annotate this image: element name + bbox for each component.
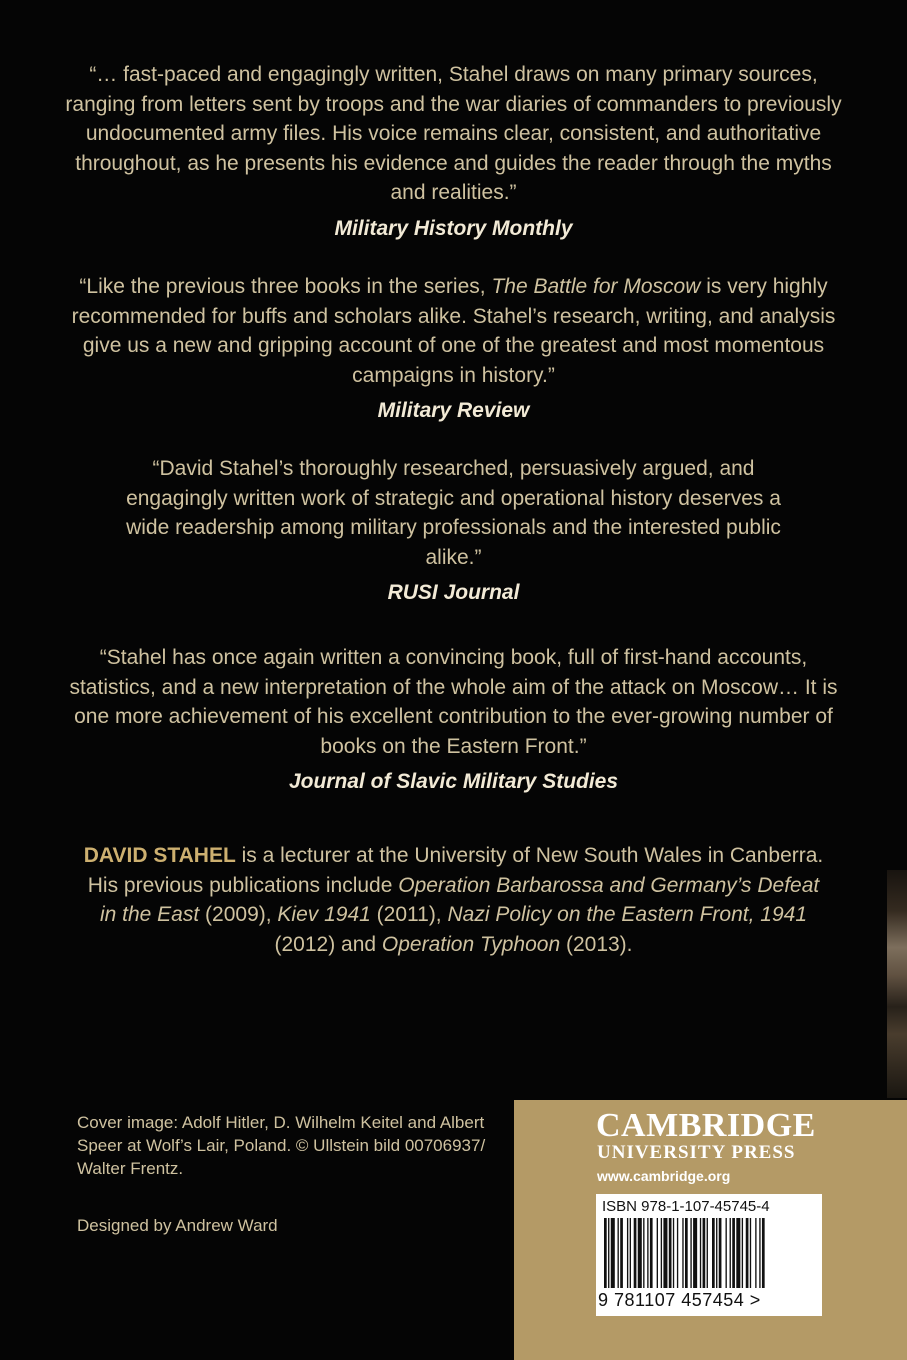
cover-photo-edge: [887, 870, 907, 1098]
bio-year: (2012) and: [274, 932, 382, 956]
review-military-history-monthly: [60, 60, 847, 243]
review-rusi-journal: [60, 454, 847, 607]
bio-book-title: Kiev 1941: [277, 903, 371, 926]
review-source: Military Review: [377, 399, 530, 422]
designer-credit: Designed by Andrew Ward: [77, 1216, 278, 1235]
review-military-review: [60, 272, 847, 425]
review-source: Journal of Slavic Military Studies: [288, 770, 619, 793]
barcode-digits: 9 781107 457454 >: [598, 1290, 761, 1310]
bio-book-title: Nazi Policy on the Eastern Front, 1941: [447, 903, 808, 926]
publisher-logo-name: CAMBRIDGE: [596, 1107, 816, 1144]
bio-year: (2009),: [199, 903, 278, 926]
bio-book-title: Operation Barbarossa and Germany’s Defeat in the East: [99, 873, 820, 926]
isbn-label: ISBN 978-1-107-45745-4: [602, 1198, 770, 1215]
isbn-barcode: [596, 1194, 822, 1316]
review-quote: “… fast-paced and engagingly written, Stahel draws on many primary sources, ranging from letters sent by troops and the war diaries of commanders to previously undocumented army files. His voice remains clear, consistent, and authoritative throughout, as he presents his evidence and guides the reader through the myths and realities.”: [65, 63, 842, 204]
publisher-panel: [514, 1100, 907, 1360]
review-quote: [60, 272, 847, 390]
bio-year: (2011),: [370, 903, 448, 926]
bio-year: (2013).: [560, 932, 633, 956]
review-source: RUSI Journal: [387, 581, 520, 604]
bio-text: is a lecturer at the University of New South Wales in Canberra. His previous publications include: [87, 844, 824, 897]
cover-image-credit: Cover image: Adolf Hitler, D. Wilhelm Keitel and Albert Speer at Wolf’s Lair, Poland. © Ullstein bild 00706937/ Walter Frentz.: [77, 1113, 486, 1178]
review-quote-start: “Like the previous three books in the series,: [79, 275, 492, 298]
publisher-logo-subname: UNIVERSITY PRESS: [597, 1142, 796, 1163]
barcode-bars-icon: [604, 1218, 809, 1288]
review-quote: “Stahel has once again written a convincing book, full of first-hand accounts, statistics, and a new interpretation of the whole aim of the attack on Moscow… It is one more achievement of his excellent contribution to the ever-growing number of books on the Eastern Front.”: [69, 646, 838, 758]
author-bio: [80, 841, 827, 959]
author-name: DAVID STAHEL: [83, 844, 236, 867]
review-journal-slavic-military-studies: [60, 643, 847, 796]
review-quote-end: is very highly recommended for buffs and scholars alike. Stahel’s research, writing, and analysis give us a new and gripping account of one of the greatest and most momentous campaigns in history.”: [71, 275, 836, 387]
publisher-url: www.cambridge.org: [597, 1168, 731, 1184]
bio-book-title: Operation Typhoon: [381, 932, 561, 956]
review-source: Military History Monthly: [334, 216, 573, 240]
book-title: The Battle for Moscow: [491, 275, 701, 298]
review-quote: “David Stahel’s thoroughly researched, persuasively argued, and engagingly written work of strategic and operational history deserves a wide readership among military professionals and the interested public alike.”: [126, 457, 781, 569]
